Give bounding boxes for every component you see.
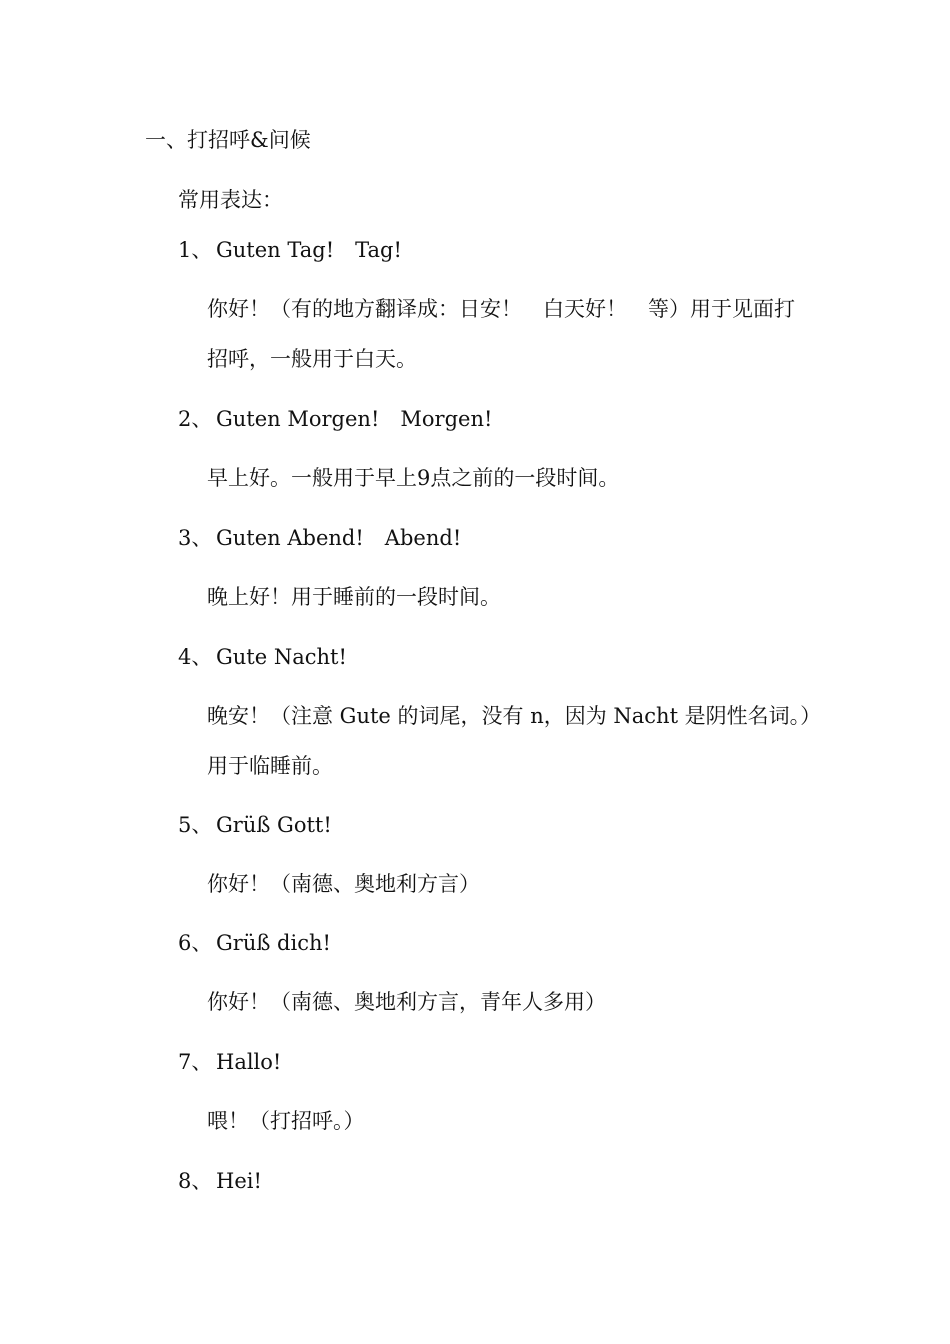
list-item-5	[178, 811, 332, 839]
item-description-line: 喂！（打招呼。）	[207, 1109, 365, 1133]
item-description-line: 你好！（南德、奥地利方言，青年人多用）	[207, 990, 606, 1014]
list-item-6	[178, 929, 331, 957]
item-description-line: 招呼，一般用于白天。	[207, 347, 417, 371]
item-phrase: Hallo!	[216, 1050, 282, 1074]
item-phrase: Grüß Gott!	[216, 813, 332, 837]
section-heading: 一、打招呼&问候	[145, 128, 311, 152]
item-number: 5、	[178, 813, 213, 837]
item-phrase: Gute Nacht!	[216, 645, 347, 669]
item-description-line: 用于临睡前。	[207, 754, 333, 778]
item-phrase: Grüß dich!	[216, 931, 331, 955]
item-number: 8、	[178, 1169, 213, 1193]
item-description-line: 晚上好！用于睡前的一段时间。	[207, 585, 501, 609]
item-description-line: 早上好。一般用于早上9点之前的一段时间。	[207, 466, 620, 490]
list-item-1	[178, 236, 402, 264]
item-description-line: 你好！（南德、奥地利方言）	[207, 872, 480, 896]
item-phrase: Guten Morgen! Morgen!	[216, 407, 493, 431]
item-number: 7、	[178, 1050, 213, 1074]
list-item-4	[178, 643, 347, 671]
list-item-3	[178, 524, 461, 552]
subheading: 常用表达：	[178, 188, 283, 212]
item-description-line: 晚安！（注意 Gute 的词尾，没有 n，因为 Nacht 是阴性名词。）	[207, 704, 822, 728]
item-phrase: Guten Abend! Abend!	[216, 526, 462, 550]
list-item-7	[178, 1048, 281, 1076]
list-item-2	[178, 405, 492, 433]
item-number: 3、	[178, 526, 213, 550]
item-phrase: Guten Tag! Tag!	[216, 238, 402, 262]
item-number: 2、	[178, 407, 213, 431]
item-number: 4、	[178, 645, 213, 669]
list-item-8	[178, 1167, 262, 1195]
item-number: 1、	[178, 238, 213, 262]
item-phrase: Hei!	[216, 1169, 262, 1193]
item-number: 6、	[178, 931, 213, 955]
item-description-line: 你好！（有的地方翻译成：日安！ 白天好！ 等）用于见面打	[207, 297, 795, 321]
